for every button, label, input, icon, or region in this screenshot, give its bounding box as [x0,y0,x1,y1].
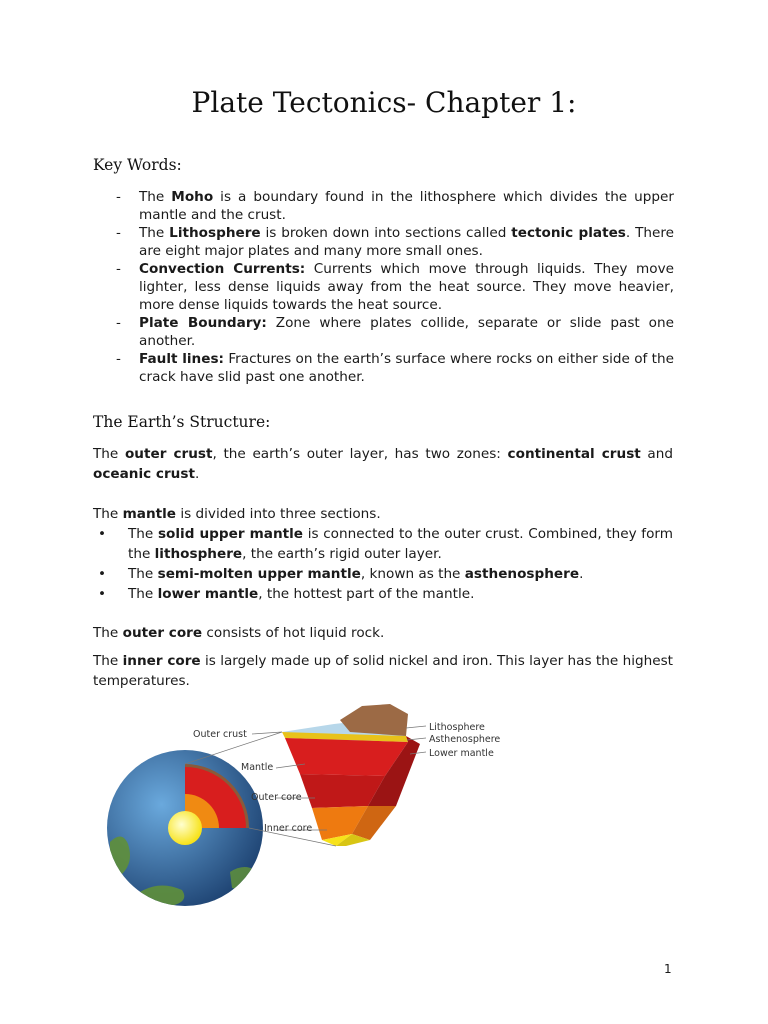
list-item: - Plate Boundary: Zone where plates collide, separate or slide past one another. [114,314,674,350]
label-lower-mantle: Lower mantle [429,748,494,759]
globe-inner-core [168,811,202,845]
list-item: - The Lithosphere is broken down into sections called tectonic plates. There are eight major plates and many more small ones. [114,224,674,260]
structure-heading: The Earth’s Structure: [93,413,271,431]
globe [107,750,263,906]
key-words-list [114,188,674,386]
label-outer-crust: Outer crust [193,729,247,740]
label-asthenosphere: Asthenosphere [429,734,500,745]
key-words-heading: Key Words: [93,156,182,174]
page-number: 1 [664,962,672,976]
wedge-mountain [340,704,408,736]
label-lithosphere: Lithosphere [429,722,485,733]
inner-core-paragraph: The inner core is largely made up of solid nickel and iron. This layer has the highest temperatures. [93,653,673,689]
outer-core-paragraph: The outer core consists of hot liquid rock. [93,625,385,641]
outer-crust-paragraph: The outer crust, the earth’s outer layer, has two zones: continental crust and oceanic crust. [93,446,674,482]
list-item: • The lower mantle, the hottest part of the mantle. [98,584,673,604]
list-item: • The semi-molten upper mantle, known as the asthenosphere. [98,564,673,584]
list-item: - Fault lines: Fractures on the earth’s surface where rocks on either side of the crack have slid past one another. [114,350,674,386]
earth-structure-diagram [100,702,500,907]
mantle-sections-list [98,524,673,604]
page-title: Plate Tectonics- Chapter 1: [191,86,577,119]
list-item: - The Moho is a boundary found in the lithosphere which divides the upper mantle and the crust. [114,188,674,224]
list-item: • The solid upper mantle is connected to the outer crust. Combined, they form the lithosphere, the earth’s rigid outer layer. [98,524,673,564]
mantle-intro-paragraph: The mantle is divided into three sections. [93,506,381,522]
label-mantle: Mantle [241,762,274,773]
list-item: - Convection Currents: Currents which move through liquids. They move lighter, less dense liquids away from the heat source. They move heavier, more dense liquids towards the heat source. [114,260,674,314]
label-inner-core: Inner core [264,823,313,834]
label-outer-core: Outer core [251,792,302,803]
